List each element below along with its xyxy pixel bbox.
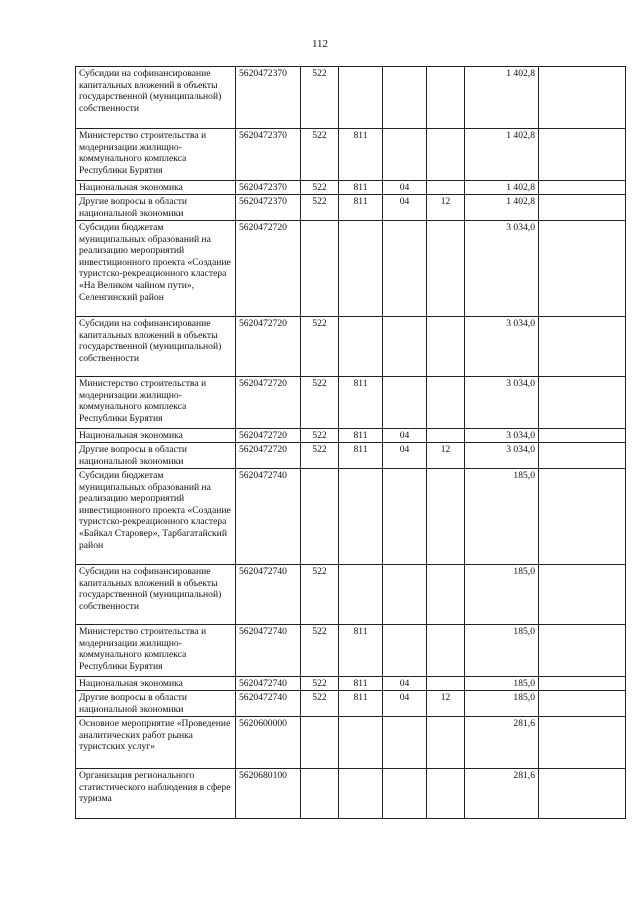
admin-code: 811 xyxy=(339,129,383,181)
admin-code: 811 xyxy=(339,443,383,469)
row-name: Национальная экономика xyxy=(76,181,236,195)
subsection-code xyxy=(427,67,465,129)
row-name: Субсидии бюджетам муниципальных образований на реализацию мероприятий инвестиционного проекта «Создание туристско-рекреационного кластера «Байкал Старовер», Тарбагатайский район xyxy=(76,469,236,565)
table-row xyxy=(76,377,626,429)
admin-code: 811 xyxy=(339,181,383,195)
section-code xyxy=(383,565,427,625)
subsection-code xyxy=(427,717,465,769)
expense-group: 522 xyxy=(301,129,339,181)
expense-group: 522 xyxy=(301,677,339,691)
target-code: 5620472720 xyxy=(236,377,301,429)
sum-value: 281,6 xyxy=(465,769,539,819)
sum-value: 3 034,0 xyxy=(465,221,539,317)
empty-cell xyxy=(539,221,626,317)
empty-cell xyxy=(539,67,626,129)
table-row xyxy=(76,625,626,677)
target-code: 5620472740 xyxy=(236,469,301,565)
sum-value: 3 034,0 xyxy=(465,377,539,429)
expense-group: 522 xyxy=(301,443,339,469)
empty-cell xyxy=(539,469,626,565)
empty-cell xyxy=(539,181,626,195)
subsection-code xyxy=(427,769,465,819)
budget-table-body xyxy=(76,67,626,819)
row-name: Основное мероприятие «Проведение аналитических работ рынка туристских услуг» xyxy=(76,717,236,769)
target-code: 5620472720 xyxy=(236,429,301,443)
section-code xyxy=(383,221,427,317)
expense-group xyxy=(301,221,339,317)
admin-code: 811 xyxy=(339,677,383,691)
table-row xyxy=(76,181,626,195)
target-code: 5620600000 xyxy=(236,717,301,769)
row-name: Другие вопросы в области национальной экономики xyxy=(76,195,236,221)
admin-code: 811 xyxy=(339,691,383,717)
target-code: 5620472370 xyxy=(236,129,301,181)
expense-group xyxy=(301,769,339,819)
row-name: Другие вопросы в области национальной экономики xyxy=(76,691,236,717)
row-name: Субсидии на софинансирование капитальных вложений в объекты государственной (муниципальной) собственности xyxy=(76,317,236,377)
subsection-code xyxy=(427,317,465,377)
section-code: 04 xyxy=(383,195,427,221)
budget-table xyxy=(75,66,626,819)
table-row xyxy=(76,443,626,469)
sum-value: 185,0 xyxy=(465,625,539,677)
table-row xyxy=(76,677,626,691)
table-row xyxy=(76,195,626,221)
section-code xyxy=(383,67,427,129)
subsection-code xyxy=(427,181,465,195)
table-row xyxy=(76,429,626,443)
sum-value: 1 402,8 xyxy=(465,195,539,221)
expense-group: 522 xyxy=(301,691,339,717)
target-code: 5620472740 xyxy=(236,625,301,677)
row-name: Субсидии на софинансирование капитальных вложений в объекты государственной (муниципальной) собственности xyxy=(76,565,236,625)
row-name: Министерство строительства и модернизации жилищно-коммунального комплекса Республики Бурятия xyxy=(76,625,236,677)
row-name: Другие вопросы в области национальной экономики xyxy=(76,443,236,469)
admin-code: 811 xyxy=(339,377,383,429)
subsection-code xyxy=(427,565,465,625)
admin-code: 811 xyxy=(339,625,383,677)
section-code xyxy=(383,317,427,377)
expense-group: 522 xyxy=(301,317,339,377)
expense-group xyxy=(301,717,339,769)
target-code: 5620472740 xyxy=(236,565,301,625)
section-code: 04 xyxy=(383,429,427,443)
target-code: 5620472720 xyxy=(236,443,301,469)
expense-group: 522 xyxy=(301,377,339,429)
table-row xyxy=(76,67,626,129)
target-code: 5620472720 xyxy=(236,221,301,317)
row-name: Министерство строительства и модернизации жилищно-коммунального комплекса Республики Бурятия xyxy=(76,129,236,181)
table-row xyxy=(76,129,626,181)
expense-group: 522 xyxy=(301,429,339,443)
table-row xyxy=(76,769,626,819)
empty-cell xyxy=(539,429,626,443)
admin-code xyxy=(339,317,383,377)
subsection-code xyxy=(427,625,465,677)
sum-value: 3 034,0 xyxy=(465,429,539,443)
subsection-code: 12 xyxy=(427,691,465,717)
empty-cell xyxy=(539,195,626,221)
empty-cell xyxy=(539,377,626,429)
section-code: 04 xyxy=(383,691,427,717)
section-code: 04 xyxy=(383,181,427,195)
admin-code xyxy=(339,67,383,129)
section-code xyxy=(383,129,427,181)
empty-cell xyxy=(539,769,626,819)
empty-cell xyxy=(539,717,626,769)
sum-value: 185,0 xyxy=(465,565,539,625)
empty-cell xyxy=(539,691,626,717)
sum-value: 281,6 xyxy=(465,717,539,769)
admin-code: 811 xyxy=(339,429,383,443)
row-name: Субсидии бюджетам муниципальных образований на реализацию мероприятий инвестиционного проекта «Создание туристско-рекреационного кластера «На Великом чайном пути», Селенгинский район xyxy=(76,221,236,317)
empty-cell xyxy=(539,565,626,625)
table-row xyxy=(76,565,626,625)
target-code: 5620472370 xyxy=(236,195,301,221)
empty-cell xyxy=(539,443,626,469)
subsection-code xyxy=(427,129,465,181)
admin-code xyxy=(339,565,383,625)
section-code: 04 xyxy=(383,443,427,469)
section-code xyxy=(383,717,427,769)
subsection-code: 12 xyxy=(427,443,465,469)
subsection-code xyxy=(427,429,465,443)
subsection-code xyxy=(427,377,465,429)
row-name: Субсидии на софинансирование капитальных вложений в объекты государственной (муниципальной) собственности xyxy=(76,67,236,129)
admin-code xyxy=(339,769,383,819)
section-code: 04 xyxy=(383,677,427,691)
subsection-code xyxy=(427,469,465,565)
table-row xyxy=(76,317,626,377)
expense-group: 522 xyxy=(301,625,339,677)
table-row xyxy=(76,469,626,565)
sum-value: 1 402,8 xyxy=(465,129,539,181)
sum-value: 3 034,0 xyxy=(465,317,539,377)
section-code xyxy=(383,377,427,429)
expense-group: 522 xyxy=(301,181,339,195)
page-number: 112 xyxy=(311,38,329,50)
row-name: Организация регионального статистического наблюдения в сфере туризма xyxy=(76,769,236,819)
empty-cell xyxy=(539,677,626,691)
expense-group xyxy=(301,469,339,565)
admin-code: 811 xyxy=(339,195,383,221)
target-code: 5620680100 xyxy=(236,769,301,819)
target-code: 5620472370 xyxy=(236,181,301,195)
target-code: 5620472720 xyxy=(236,317,301,377)
empty-cell xyxy=(539,129,626,181)
expense-group: 522 xyxy=(301,67,339,129)
section-code xyxy=(383,769,427,819)
section-code xyxy=(383,469,427,565)
target-code: 5620472370 xyxy=(236,67,301,129)
admin-code xyxy=(339,469,383,565)
table-row xyxy=(76,691,626,717)
subsection-code xyxy=(427,677,465,691)
table-row xyxy=(76,717,626,769)
empty-cell xyxy=(539,625,626,677)
empty-cell xyxy=(539,317,626,377)
sum-value: 185,0 xyxy=(465,691,539,717)
section-code xyxy=(383,625,427,677)
target-code: 5620472740 xyxy=(236,691,301,717)
expense-group: 522 xyxy=(301,565,339,625)
target-code: 5620472740 xyxy=(236,677,301,691)
sum-value: 185,0 xyxy=(465,469,539,565)
row-name: Министерство строительства и модернизации жилищно-коммунального комплекса Республики Бурятия xyxy=(76,377,236,429)
sum-value: 3 034,0 xyxy=(465,443,539,469)
sum-value: 1 402,8 xyxy=(465,181,539,195)
sum-value: 1 402,8 xyxy=(465,67,539,129)
admin-code xyxy=(339,717,383,769)
row-name: Национальная экономика xyxy=(76,429,236,443)
row-name: Национальная экономика xyxy=(76,677,236,691)
table-row xyxy=(76,221,626,317)
sum-value: 185,0 xyxy=(465,677,539,691)
expense-group: 522 xyxy=(301,195,339,221)
subsection-code xyxy=(427,221,465,317)
subsection-code: 12 xyxy=(427,195,465,221)
admin-code xyxy=(339,221,383,317)
